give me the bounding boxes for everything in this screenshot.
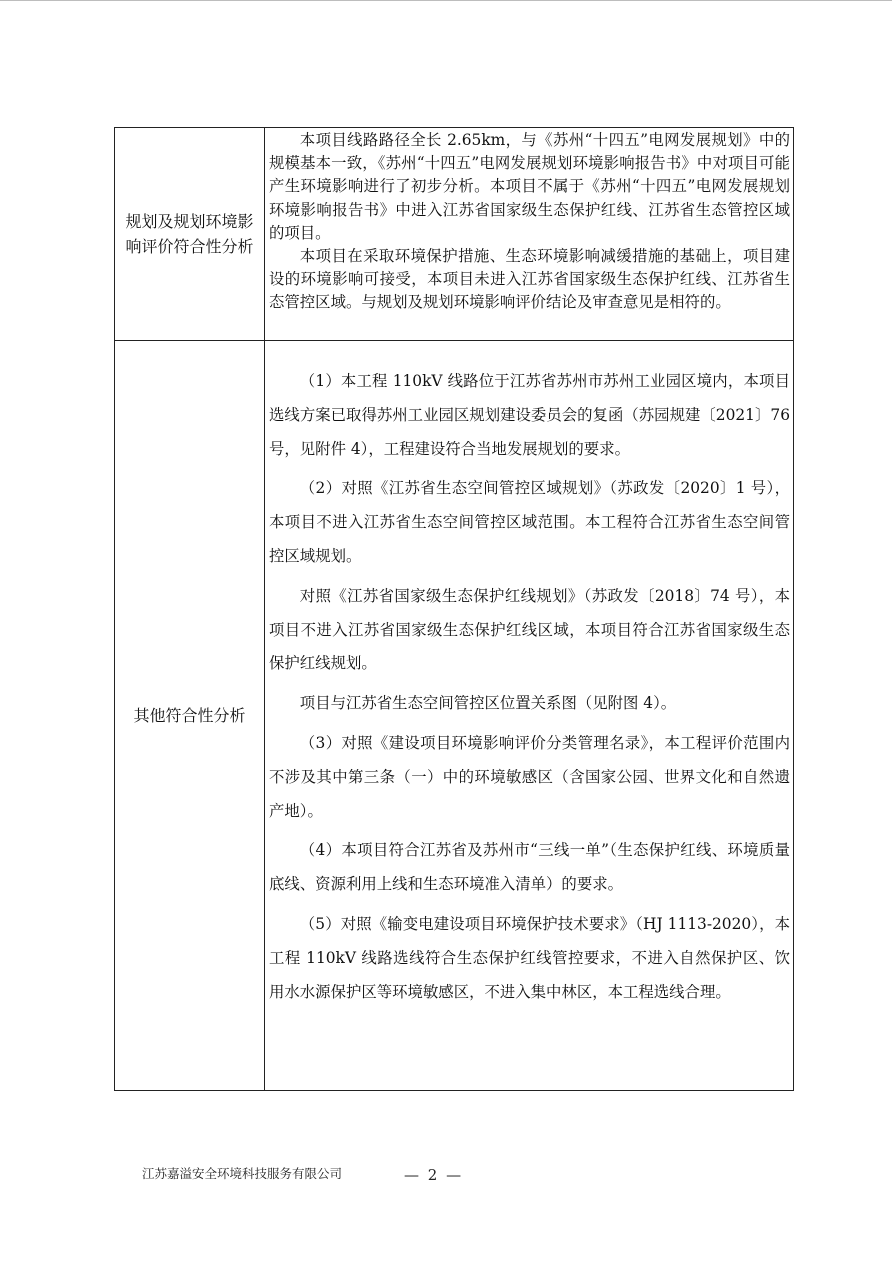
paragraph: 项目与江苏省生态空间管控区位置关系图（见附图 4）。 [299, 694, 677, 713]
row-content-other [265, 341, 794, 1091]
paragraph: 本项目在采取环境保护措施、生态环境影响减缓措施的基础上，项目建设的环境影响可接受，本项目未进入江苏省国家级生态保护红线、江苏省生态管控区域。与规划及规划环境影响评价结论及审查意见是相符的。 [269, 247, 790, 312]
table-row [115, 128, 794, 341]
paragraph: （1）本工程 110kV 线路位于江苏省苏州市苏州工业园区境内，本项目选线方案已取得苏州工业园区规划建设委员会的复函（苏园规建〔2021〕76 号，见附件 4），工程建设符合当地发展规划的要求。 [269, 372, 790, 458]
table-row [115, 341, 794, 1091]
paragraph: （3）对照《建设项目环境影响评价分类管理名录》，本工程评价范围内不涉及其中第三条（一）中的环境敏感区（含国家公园、世界文化和自然遗产地）。 [269, 733, 790, 820]
paragraph: 本项目线路路径全长 2.65km，与《苏州“十四五”电网发展规划》中的规模基本一致，《苏州“十四五”电网发展规划环境影响报告书》中对项目可能产生环境影响进行了初步分析。本项目不属于《苏州“十四五”电网发展规划环境影响报告书》中进入江苏省国家级生态保护红线、江苏省生态管控区域的项目。 [269, 131, 790, 242]
footer-company-name: 江苏嘉溢安全环境科技服务有限公司 [142, 1166, 343, 1181]
paragraph: 对照《江苏省国家级生态保护红线规划》（苏政发〔2018〕74 号），本项目不进入江苏省国家级生态保护红线区域，本项目符合江苏省国家级生态保护红线规划。 [269, 586, 790, 673]
paragraph: （4）本项目符合江苏省及苏州市“三线一单”（生态保护红线、环境质量底线、资源利用上线和生态环境准入清单）的要求。 [269, 841, 790, 894]
page-number: — 2 — [404, 1166, 464, 1184]
page-top-border [0, 0, 892, 1]
row-label-other: 其他符合性分析 [115, 341, 265, 1091]
row-label-planning: 规划及规划环境影响评价符合性分析 [115, 128, 265, 341]
paragraph: （2）对照《江苏省生态空间管控区域规划》（苏政发〔2020〕1 号），本项目不进入江苏省生态空间管控区域范围。本工程符合江苏省生态空间管控区域规划。 [269, 479, 790, 565]
paragraph: （5）对照《输变电建设项目环境保护技术要求》（HJ 1113-2020），本工程 110kV 线路选线符合生态保护红线管控要求，不进入自然保护区、饮用水水源保护区等环境敏感区，不进入集中林区，本工程选线合理。 [269, 914, 790, 1001]
row-content-planning [265, 128, 794, 341]
compliance-table [114, 127, 794, 1091]
